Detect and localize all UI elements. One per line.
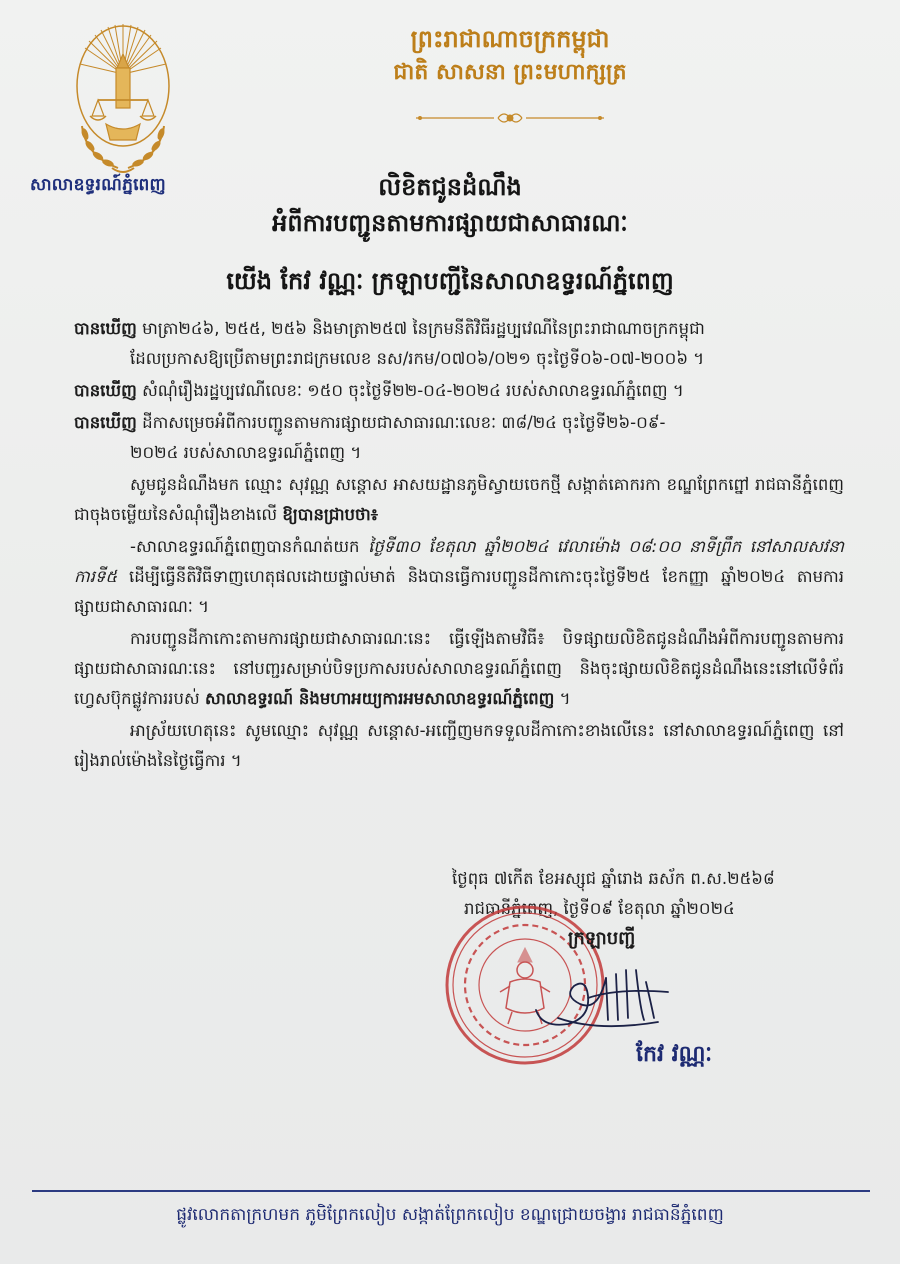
signer-title: ក្រឡាបញ្ជី [568, 928, 636, 949]
considering-paragraph-1 [74, 314, 844, 374]
considering-paragraph-2 [74, 376, 844, 406]
notice-body [74, 314, 844, 778]
considering-text-continued: ដែលប្រកាសឱ្យប្រើតាមព្រះរាជក្រមលេខ នស/រកម/០៧០៦/០២១ ចុះថ្ងៃទី០៦-០៧-២០០៦ ។ [130, 349, 705, 368]
notification-paragraph [74, 470, 844, 530]
notice-title: លិខិតជូនដំណឹង [378, 173, 522, 201]
method-paragraph [74, 624, 844, 714]
court-emblem-icon [72, 16, 174, 186]
hearing-datetime: ថ្ងៃទី៣០ ខែតុលា ឆ្នាំ២០២៤ វេលាម៉ោង ០៨:០០ នាទីព្រឹក នៅសាលសវនាការទី៥ [74, 537, 844, 586]
hearing-text-continued: ដើម្បីធ្វើនីតិវិធីទាញហេតុផលដោយផ្ទាល់មាត់ និងបានធ្វើការបញ្ជូនដីកាកោះចុះថ្ងៃទី២៥ ខែកញ្ញា ឆ្នាំ២០២៤ តាមការផ្សាយជាសាធារណៈ ។ [74, 567, 845, 616]
notification-text: សូមជូនដំណឹងមក ឈ្មោះ សុវណ្ណ សន្តោស អាសយដ្ឋានភូមិស្វាយចេកថ្មី សង្កាត់គោករកា ខណ្ឌព្រែកព្នៅ រាជធានីភ្នំពេញ ជាចុងចម្លើយនៃសំណុំរឿងខាងលើ [74, 475, 844, 524]
court-name: សាលាឧទ្ធរណ៍ភ្នំពេញ [30, 175, 166, 195]
footer-divider [32, 1190, 870, 1192]
notification-emphasis: ឱ្យបានជ្រាបថា៖ [282, 505, 378, 524]
method-end: ។ [559, 689, 571, 708]
lunar-date: ថ្ងៃពុធ ៧កើត ខែអស្សុជ ឆ្នាំរោង ឆស័ក ព.ស.២៥៦៨ [452, 869, 775, 888]
considering-text: ដីកាសម្រេចអំពីការបញ្ជូនតាមការផ្សាយជាសាធារណៈលេខៈ ៣៨/២៤ ចុះថ្ងៃទី២៦-០៩- [142, 413, 666, 432]
considering-label: បានឃើញ [74, 413, 137, 432]
hearing-text: -សាលាឧទ្ធរណ៍ភ្នំពេញបានកំណត់យក [130, 537, 360, 556]
solar-date: រាជធានីភ្នំពេញ, ថ្ងៃទី០៩ ខែតុលា ឆ្នាំ២០២៤ [464, 899, 735, 918]
kingdom-line-1: ព្រះរាជាណាចក្រកម្ពុជា [410, 25, 610, 53]
hearing-paragraph [74, 532, 844, 622]
issuer-line: យើង កែវ វណ្ណៈ ក្រឡាបញ្ជីនៃសាលាឧទ្ធរណ៍ភ្នំពេញ [226, 267, 674, 295]
considering-label: បានឃើញ [74, 319, 137, 338]
considering-text: មាត្រា២៤៦, ២៥៥, ២៥៦ និងមាត្រា២៥៧ នៃក្រមនីតិវិធីរដ្ឋប្បវេណីនៃព្រះរាជាណាចក្រកម្ពុជា [142, 319, 705, 338]
method-text: ការបញ្ជូនដីកាកោះតាមការផ្សាយជាសាធារណៈនេះ ធ្វើឡើងតាមវិធី៖ បិទផ្សាយលិខិតជូនដំណឹងអំពីការបញ្ជូនតាមការផ្សាយជាសាធារណៈនេះ នៅបញ្ជរសម្រាប់បិទប្រកាសរបស់សាលាឧទ្ធរណ៍ភ្នំពេញ និងចុះផ្សាយលិខិតជូនដំណឹងនេះនៅលើទំព័រហ្វេសប៊ុកផ្លូវការរបស់ [74, 629, 844, 708]
kingdom-heading [310, 22, 710, 90]
handwritten-signature-icon [528, 948, 678, 1038]
conclusion-paragraph [74, 716, 844, 776]
kingdom-line-2: ជាតិ សាសនា ព្រះមហាក្សត្រ [393, 60, 627, 85]
signer-name: កែវ វណ្ណៈ [636, 1042, 713, 1067]
considering-text: សំណុំរឿងរដ្ឋប្បវេណីលេខៈ ១៥០ ចុះថ្ងៃទី២២-០៤-២០២៤ របស់សាលាឧទ្ធរណ៍ភ្នំពេញ ។ [142, 381, 684, 400]
considering-paragraph-3 [74, 408, 844, 468]
conclusion-text: អាស្រ័យហេតុនេះ សូមឈ្មោះ សុវណ្ណ សន្តោស-អញ្ជើញមកទទួលដីកាកោះខាងលើនេះ នៅសាលាឧទ្ធរណ៍ភ្នំពេញ នៅរៀងរាល់ម៉ោងនៃថ្ងៃធ្វើការ ។ [74, 721, 844, 770]
method-emphasis: សាលាឧទ្ធរណ៍ និងមហាអយ្យការអមសាលាឧទ្ធរណ៍ភ្នំពេញ [204, 689, 555, 708]
considering-label: បានឃើញ [74, 381, 137, 400]
ornament-divider-icon [412, 106, 608, 130]
notice-subtitle: អំពីការបញ្ជូនតាមការផ្សាយជាសាធារណៈ [272, 209, 628, 237]
considering-text-continued: ២០២៤ របស់សាលាឧទ្ធរណ៍ភ្នំពេញ ។ [130, 443, 362, 462]
footer-address: ផ្លូវលោកតាក្រហមក ភូមិព្រែកលៀប សង្កាត់ព្រែកលៀប ខណ្ឌជ្រោយចង្វារ រាជធានីភ្នំពេញ [176, 1205, 724, 1225]
